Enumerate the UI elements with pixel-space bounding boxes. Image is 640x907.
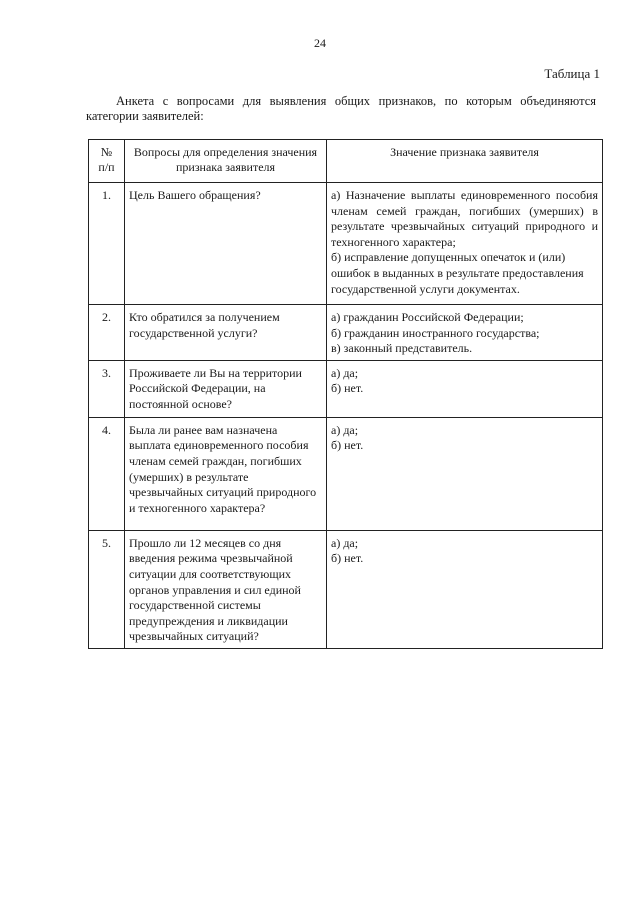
answer-option: в) законный представитель.	[331, 341, 473, 356]
row-question: Была ли ранее вам назначена выплата единовременного пособия членам семей граждан, погибших (умерших) в результате чрезвычайных ситуаций природного и техногенного характера?	[125, 417, 327, 530]
row-question: Цель Вашего обращения?	[125, 183, 327, 305]
table-row	[89, 417, 603, 530]
answer-option: б) нет.	[331, 551, 364, 566]
table-row	[89, 305, 603, 361]
answer-option: а) да;	[331, 535, 359, 550]
row-number: 4.	[89, 417, 125, 530]
answer-option: а) да;	[331, 365, 359, 380]
row-number: 2.	[89, 305, 125, 361]
row-number: 1.	[89, 183, 125, 305]
row-question: Проживаете ли Вы на территории Российской Федерации, на постоянной основе?	[125, 360, 327, 417]
row-question: Кто обратился за получением государственной услуги?	[125, 305, 327, 361]
row-number: 3.	[89, 360, 125, 417]
header-number-symbol: №	[100, 145, 113, 159]
answer-option: б) исправление допущенных опечаток и (или) ошибок в выданных в результате предоставления государственной услуги документах.	[331, 250, 584, 296]
header-answer: Значение признака заявителя	[327, 140, 603, 183]
row-answers	[327, 305, 603, 361]
table-header-row	[89, 140, 603, 183]
answer-option: б) нет.	[331, 438, 364, 453]
table-row	[89, 530, 603, 648]
answer-option: а) гражданин Российской Федерации;	[331, 310, 524, 324]
row-number: 5.	[89, 530, 125, 648]
row-answers	[327, 183, 603, 305]
header-number-abbrev: п/п	[98, 160, 115, 174]
row-question: Прошло ли 12 месяцев со дня введения режима чрезвычайной ситуации для соответствующих органов управления и сил единой государственной системы предупреждения и ликвидации чрезвычайных ситуаций?	[125, 530, 327, 648]
intro-paragraph: Анкета с вопросами для выявления общих признаков, по которым объединяются категории заявителей:	[86, 94, 596, 123]
table-row	[89, 183, 603, 305]
answer-option: б) нет.	[331, 381, 364, 396]
table-row	[89, 360, 603, 417]
table-label: Таблица 1	[544, 66, 600, 81]
row-answers	[327, 360, 603, 417]
row-answers	[327, 417, 603, 530]
page-number: 24	[314, 36, 326, 50]
header-number	[89, 140, 125, 183]
answer-option: а) Назначение выплаты единовременного пособия членам семей граждан, погибших (умерших) в результате чрезвычайных ситуаций природного и техногенного характера;	[331, 188, 598, 249]
answer-option: б) гражданин иностранного государства;	[331, 325, 540, 340]
answer-option: а) да;	[331, 422, 359, 437]
row-answers	[327, 530, 603, 648]
header-question: Вопросы для определения значения признака заявителя	[125, 140, 327, 183]
survey-table	[88, 139, 603, 649]
